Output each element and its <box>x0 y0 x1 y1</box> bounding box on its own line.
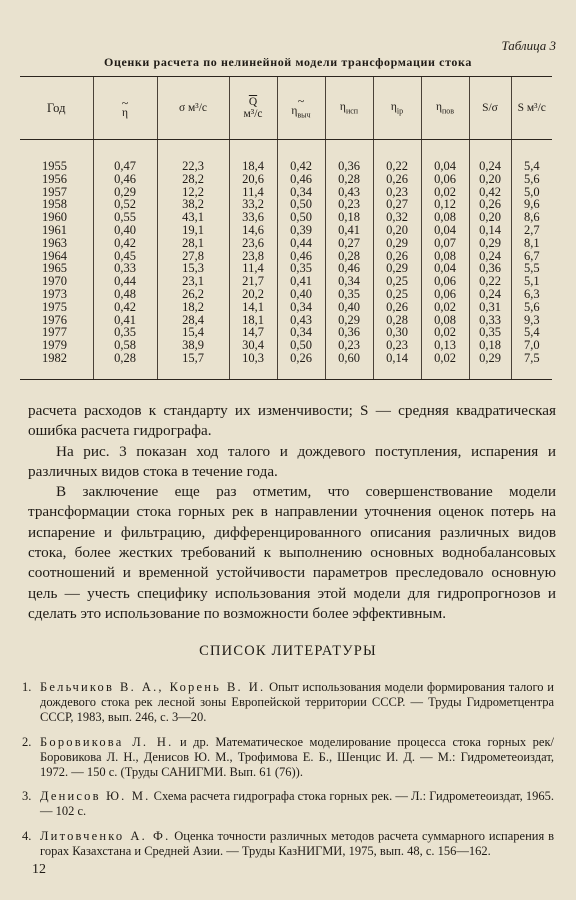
table-row <box>20 186 552 199</box>
table-cell: 0,28 <box>325 173 373 186</box>
table-cell: 0,60 <box>325 352 373 379</box>
table-cell: 33,2 <box>229 198 277 211</box>
table-cell: 27,8 <box>157 250 229 263</box>
table-cell: 7,0 <box>511 339 552 352</box>
table-cell-year: 1976 <box>42 312 67 327</box>
table-cell: 0,29 <box>373 262 421 275</box>
table-cell: 0,42 <box>277 140 325 173</box>
table-cell: 0,41 <box>277 275 325 288</box>
table-cell: 14,6 <box>229 224 277 237</box>
table-cell: 38,2 <box>157 198 229 211</box>
reference-item: 1. Бельчиков В. А., Корень В. И. Опыт использования модели формирования талого и дождевого стока рек лесной зоны Европейской территории СССР. — Труды Гидрометцентра СССР, 1983, вып. 246, с. 3—20. <box>22 680 554 725</box>
table-header-row <box>20 77 552 140</box>
table-cell: 0,23 <box>325 198 373 211</box>
table-cell: 0,06 <box>421 173 469 186</box>
table-cell: 5,6 <box>511 173 552 186</box>
table-cell: 0,42 <box>93 301 157 314</box>
table-cell: 0,48 <box>93 288 157 301</box>
table-cell: 0,44 <box>277 237 325 250</box>
table-cell: 0,26 <box>373 173 421 186</box>
table-cell: 0,29 <box>469 237 511 250</box>
table-cell: 0,28 <box>93 352 157 379</box>
table-cell: 0,35 <box>325 288 373 301</box>
header-eta-mean: ~ η <box>93 77 157 140</box>
table-label: Таблица 3 <box>501 38 556 53</box>
table-row <box>20 140 552 173</box>
table-cell: 0,29 <box>469 352 511 379</box>
table-cell: 0,46 <box>277 250 325 263</box>
table-row <box>20 211 552 224</box>
table-cell: 0,02 <box>421 352 469 379</box>
table-cell: 5,4 <box>511 140 552 173</box>
table-cell-year: 1955 <box>42 159 67 173</box>
table-cell: 5,4 <box>511 326 552 339</box>
table-cell: 0,27 <box>373 198 421 211</box>
table-cell-year: 1963 <box>42 235 67 250</box>
table-cell: 0,30 <box>373 326 421 339</box>
table-cell: 33,6 <box>229 211 277 224</box>
table-cell: 19,1 <box>157 224 229 237</box>
table-row <box>20 326 552 339</box>
table-cell: 0,06 <box>421 275 469 288</box>
header-eta-isp: $\eta_{исп}$ <box>325 77 373 140</box>
reference-item: 3. Денисов Ю. М. Схема расчета гидрографа стока горных рек. — Л.: Гидрометеоиздат, 1965. — 102 с. <box>22 789 554 819</box>
table-cell: 9,6 <box>511 198 552 211</box>
table-cell: 18,1 <box>229 314 277 327</box>
references-list <box>22 680 554 868</box>
table-cell: 0,08 <box>421 211 469 224</box>
table-cell: 0,24 <box>469 288 511 301</box>
table-cell: 0,20 <box>469 211 511 224</box>
table-cell: 0,06 <box>421 288 469 301</box>
table-cell: 0,29 <box>373 237 421 250</box>
header-eta-pov: $\eta_{пов}$ <box>421 77 469 140</box>
table-cell: 0,26 <box>373 250 421 263</box>
header-eta-ip: $\eta_{ip}$ <box>373 77 421 140</box>
table-cell: 0,45 <box>93 250 157 263</box>
table-cell: 0,23 <box>373 339 421 352</box>
table-cell: 0,46 <box>93 173 157 186</box>
table-cell: 5,0 <box>511 186 552 199</box>
table-cell: 43,1 <box>157 211 229 224</box>
table-cell: 5,5 <box>511 262 552 275</box>
table-cell: 23,8 <box>229 250 277 263</box>
table-cell: 0,28 <box>373 314 421 327</box>
table-cell: 0,52 <box>93 198 157 211</box>
table-cell: 7,5 <box>511 352 552 379</box>
table-cell: 0,23 <box>373 186 421 199</box>
table-cell-year: 1973 <box>42 286 67 301</box>
table-cell: 23,1 <box>157 275 229 288</box>
table-cell: 0,24 <box>469 250 511 263</box>
table-cell: 18,4 <box>229 140 277 173</box>
table-cell: 0,42 <box>469 186 511 199</box>
table-cell: 0,22 <box>469 275 511 288</box>
table-cell: 23,6 <box>229 237 277 250</box>
table-cell-year: 1964 <box>42 248 67 263</box>
table-cell: 0,26 <box>469 198 511 211</box>
table-cell-year: 1961 <box>42 222 67 237</box>
table-cell: 0,55 <box>93 211 157 224</box>
table-cell: 15,3 <box>157 262 229 275</box>
table-row <box>20 250 552 263</box>
table-cell: 0,47 <box>93 140 157 173</box>
table-cell: 0,34 <box>325 275 373 288</box>
table-cell: 15,4 <box>157 326 229 339</box>
table-cell: 6,7 <box>511 250 552 263</box>
table-cell: 0,34 <box>277 186 325 199</box>
table-cell: 26,2 <box>157 288 229 301</box>
table-cell: 0,14 <box>469 224 511 237</box>
table-cell-year: 1979 <box>42 338 67 353</box>
table-row <box>20 198 552 211</box>
table-cell: 0,35 <box>93 326 157 339</box>
references-title: СПИСОК ЛИТЕРАТУРЫ <box>199 643 377 659</box>
table-cell: 0,40 <box>277 288 325 301</box>
table-cell: 9,3 <box>511 314 552 327</box>
table-cell: 0,20 <box>469 173 511 186</box>
header-s: S м³/с <box>511 77 552 140</box>
table-cell: 0,25 <box>373 288 421 301</box>
table-cell-year: 1970 <box>42 274 67 289</box>
table-cell: 0,43 <box>277 314 325 327</box>
table-cell: 0,46 <box>277 173 325 186</box>
table-cell: 0,13 <box>421 339 469 352</box>
table-cell: 38,9 <box>157 339 229 352</box>
table-cell-year: 1956 <box>42 171 67 186</box>
reference-item: 4. Литовченко А. Ф. Оценка точности различных методов расчета суммарного испарения в горах Казахстана и Средней Азии. — Труды КазНИГМИ, 1975, вып. 48, с. 156—162. <box>22 828 554 858</box>
table-cell: 0,18 <box>469 339 511 352</box>
table-cell: 0,40 <box>325 301 373 314</box>
table-cell: 11,4 <box>229 262 277 275</box>
table-cell: 28,2 <box>157 173 229 186</box>
table-cell: 0,50 <box>277 339 325 352</box>
table-cell: 5,1 <box>511 275 552 288</box>
table-cell: 0,36 <box>469 262 511 275</box>
table-cell: 0,46 <box>325 262 373 275</box>
table-cell: 30,4 <box>229 339 277 352</box>
table-cell-year: 1975 <box>42 299 67 314</box>
table-cell: 0,41 <box>93 314 157 327</box>
table-cell: 0,50 <box>277 198 325 211</box>
table-cell: 0,29 <box>93 186 157 199</box>
table-cell: 0,36 <box>325 140 373 173</box>
table-row <box>20 173 552 186</box>
table-cell: 0,04 <box>421 140 469 173</box>
page-number: 12 <box>32 862 46 877</box>
paragraph: расчета расходов к стандарту их изменчивости; S — средняя квадратическая ошибка расчета гидрографа. <box>28 402 556 440</box>
table-cell: 14,1 <box>229 301 277 314</box>
header-eta-calc: ~ $\eta_{выч}$ <box>277 77 325 140</box>
paragraph: В заключение еще раз отметим, что совершенствование модели трансформации стока горных рек в направлении уточнения оценок потерь на испарение и фильтрацию, дифференцированного описания различных видов стока, более жестких требований к выполнению основных воднобалансовых соотношений и временной устойчивости параметров преследовало основную цель — учесть специфику использования этой модели для гидропрогнозов и сделать это использование по возможности более эффективным. <box>28 483 556 622</box>
results-table <box>20 76 552 380</box>
table-cell: 0,34 <box>277 301 325 314</box>
table-row <box>20 224 552 237</box>
table-cell: 0,35 <box>469 326 511 339</box>
table-cell: 8,6 <box>511 211 552 224</box>
table-cell: 0,43 <box>325 186 373 199</box>
table-cell: 0,02 <box>421 301 469 314</box>
table-cell: 0,32 <box>373 211 421 224</box>
table-row <box>20 314 552 327</box>
reference-item: 2. Боровикова Л. Н. и др. Математическое моделирование процесса стока горных рек/Боровикова Л. Н., Денисов Ю. М., Трофимова Е. Б., Шенцис И. Д. — М.: Гидрометеоиздат, 1972. — 150 с. (Труды САНИГМИ. Вып. 61 (76)). <box>22 734 554 780</box>
table-cell: 0,07 <box>421 237 469 250</box>
table-cell: 18,2 <box>157 301 229 314</box>
table-cell: 0,26 <box>373 301 421 314</box>
table-row <box>20 275 552 288</box>
table-cell: 21,7 <box>229 275 277 288</box>
table-cell: 0,44 <box>93 275 157 288</box>
table-cell: 8,1 <box>511 237 552 250</box>
header-q-mean: $\overline{Q}$ м³/с <box>229 77 277 140</box>
header-sigma: σ м³/с <box>157 77 229 140</box>
table-cell: 0,12 <box>421 198 469 211</box>
table-cell: 0,20 <box>373 224 421 237</box>
table-cell-year: 1982 <box>20 352 93 379</box>
table-cell-year: 1977 <box>42 325 67 340</box>
table-cell: 20,2 <box>229 288 277 301</box>
table-cell: 0,24 <box>469 140 511 173</box>
table-cell-year: 1957 <box>42 184 67 199</box>
table-row <box>20 237 552 250</box>
table-cell: 28,1 <box>157 237 229 250</box>
table-cell: 5,6 <box>511 301 552 314</box>
table-cell: 0,27 <box>325 237 373 250</box>
table-cell: 10,3 <box>229 352 277 379</box>
table-cell: 0,28 <box>325 250 373 263</box>
table-cell: 0,39 <box>277 224 325 237</box>
table-cell: 15,7 <box>157 352 229 379</box>
table-cell: 0,08 <box>421 250 469 263</box>
table-cell: 22,3 <box>157 140 229 173</box>
table-row <box>20 288 552 301</box>
table-cell: 0,29 <box>325 314 373 327</box>
table-cell: 0,26 <box>277 352 325 379</box>
table-cell: 0,36 <box>325 326 373 339</box>
table-cell: 0,34 <box>277 326 325 339</box>
table-cell: 0,33 <box>93 262 157 275</box>
table-cell: 2,7 <box>511 224 552 237</box>
table-row <box>20 339 552 352</box>
table-cell-year: 1958 <box>42 197 67 212</box>
table-cell: 0,31 <box>469 301 511 314</box>
table-cell-year: 1960 <box>42 210 67 225</box>
header-year: Год <box>20 77 93 140</box>
table-cell: 0,40 <box>93 224 157 237</box>
table-cell: 0,50 <box>277 211 325 224</box>
table-cell: 0,42 <box>93 237 157 250</box>
table-cell: 0,25 <box>373 275 421 288</box>
table-cell: 12,2 <box>157 186 229 199</box>
table-cell: 0,14 <box>373 352 421 379</box>
table-cell: 0,35 <box>277 262 325 275</box>
table-cell: 0,04 <box>421 262 469 275</box>
table-cell: 0,41 <box>325 224 373 237</box>
table-row <box>20 301 552 314</box>
table-row <box>20 262 552 275</box>
paragraph: На рис. 3 показан ход талого и дождевого поступления, испарения и различных видов стока в течение года. <box>28 442 556 480</box>
body-text <box>28 401 556 624</box>
table-cell: 0,18 <box>325 211 373 224</box>
table-cell: 0,23 <box>325 339 373 352</box>
table-row <box>20 352 552 379</box>
table-cell: 0,58 <box>93 339 157 352</box>
table-cell: 0,22 <box>373 140 421 173</box>
header-s-sigma: S/σ <box>469 77 511 140</box>
table-cell: 0,02 <box>421 326 469 339</box>
table-cell: 0,08 <box>421 314 469 327</box>
table-cell: 0,33 <box>469 314 511 327</box>
table-cell: 20,6 <box>229 173 277 186</box>
table-cell: 0,02 <box>421 186 469 199</box>
table-cell: 0,04 <box>421 224 469 237</box>
table-cell: 6,3 <box>511 288 552 301</box>
table-cell-year: 1965 <box>42 261 67 276</box>
table-title: Оценки расчета по нелинейной модели трансформации стока <box>104 55 472 69</box>
table-cell: 11,4 <box>229 186 277 199</box>
table-cell: 14,7 <box>229 326 277 339</box>
table-cell: 28,4 <box>157 314 229 327</box>
